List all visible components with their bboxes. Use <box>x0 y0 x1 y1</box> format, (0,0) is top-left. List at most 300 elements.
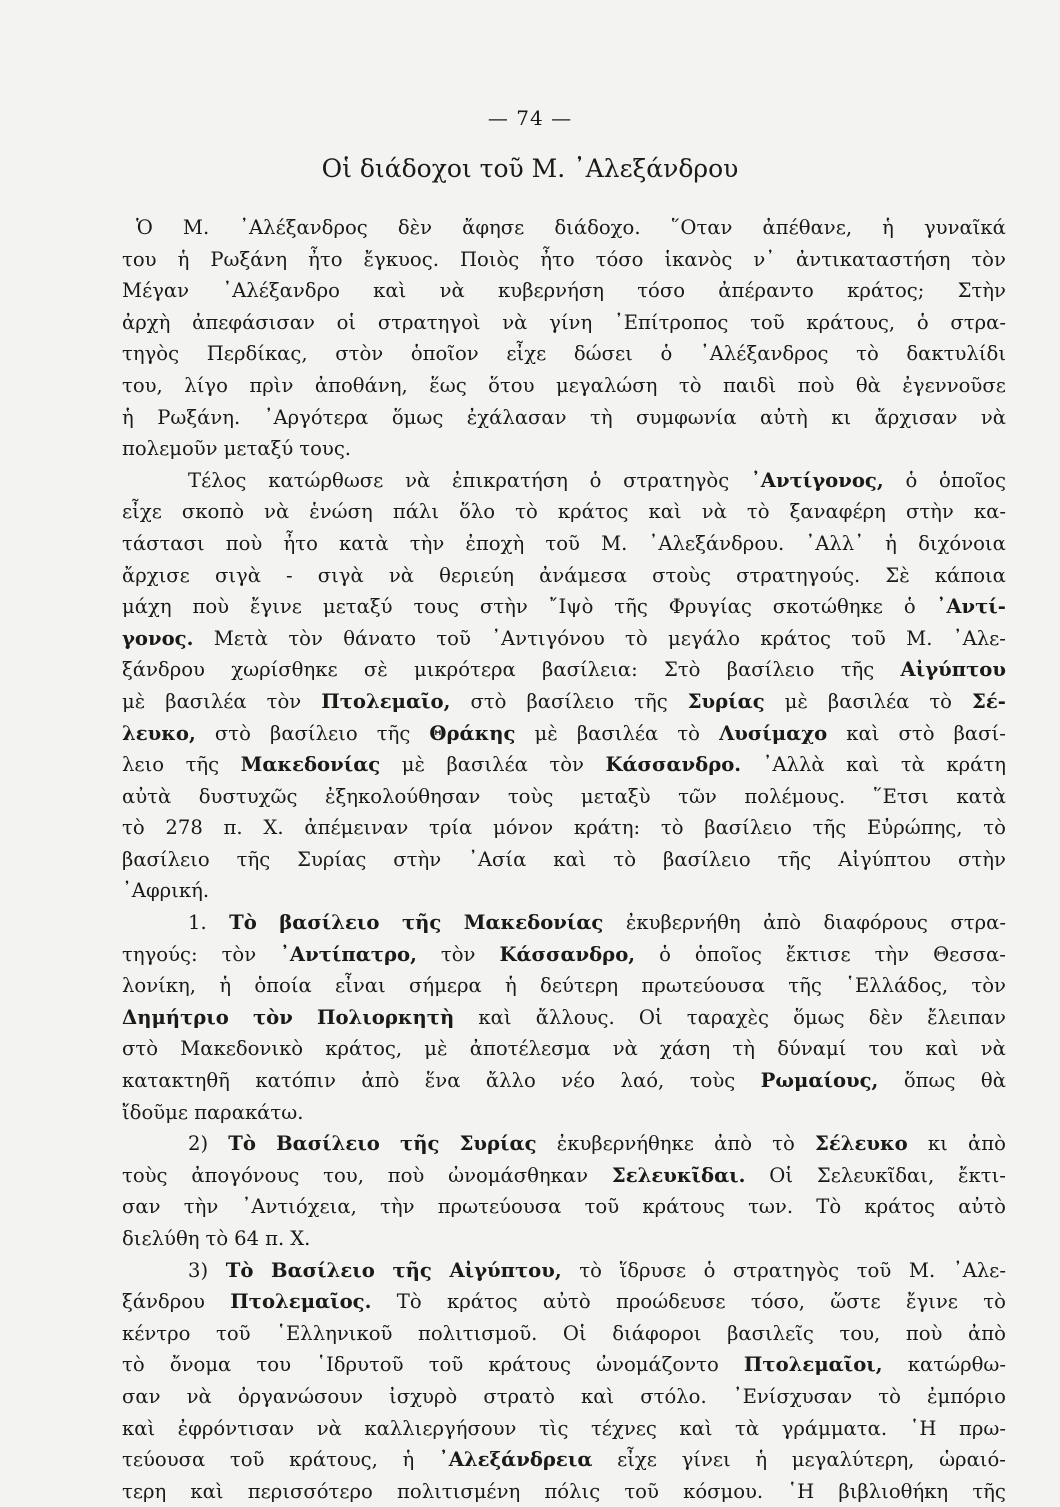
word: δεύτερη <box>540 974 619 998</box>
word: ῎Ιψὸ <box>548 595 594 619</box>
word: διελύθη <box>122 1227 200 1250</box>
text-line <box>122 591 1006 623</box>
bold-word: Σέ- <box>971 689 1006 713</box>
word: κράτος, <box>325 1037 403 1061</box>
word: κατὰ <box>956 784 1006 808</box>
text-line <box>122 1413 1006 1445</box>
word: ὁ <box>916 310 929 334</box>
word: στρατηγὸς <box>733 1258 840 1282</box>
word: τὸν <box>440 942 476 966</box>
word: σιγὰ <box>214 563 261 587</box>
word: ἐχάλασαν <box>466 405 567 429</box>
word: καὶ <box>679 1416 713 1440</box>
word: ἀπὸ <box>967 1132 1006 1156</box>
word: του, <box>122 373 163 397</box>
word: ἐπικρατήση <box>452 468 568 492</box>
word: Ρωξάνη. <box>157 405 241 429</box>
word: νὰ <box>316 1416 342 1440</box>
word: κράτους <box>642 1195 725 1219</box>
bold-word: Πτολεμαῖο, <box>321 689 451 713</box>
bold-word: Αἰγύπτου, <box>449 1258 562 1282</box>
word: τὸν <box>266 689 302 713</box>
word: καὶ <box>478 1005 512 1029</box>
word: μὲ <box>122 689 146 713</box>
word: χάση <box>660 1037 711 1061</box>
word: ν᾿ <box>753 247 776 271</box>
word: τὴν <box>409 531 445 555</box>
word: τὸ <box>122 1353 145 1377</box>
word: ᾿Ασία <box>468 847 527 871</box>
word: Σὲ <box>885 563 910 587</box>
word: πρω- <box>958 1416 1006 1440</box>
word: στοὺς <box>652 563 712 587</box>
text-line <box>122 1286 1006 1318</box>
word: παιδὶ <box>723 373 777 397</box>
word: τοῦ <box>856 1258 892 1282</box>
word: ἀπεφάσισαν <box>192 310 315 334</box>
text-line <box>122 749 1006 781</box>
text-line <box>122 244 1006 276</box>
word: ἰσχυρὸ <box>389 1384 458 1408</box>
word: στρατηγὸς <box>623 468 730 492</box>
word: ᾿Αλέξανδρο <box>222 279 340 303</box>
text-line <box>122 338 1006 370</box>
word: τῆς <box>376 721 411 745</box>
word: - <box>286 563 293 587</box>
word: ῾Η <box>787 1479 815 1503</box>
word: τὴ <box>590 405 613 429</box>
word: εἶχε <box>122 500 162 524</box>
word: στρα- <box>950 310 1006 334</box>
word: ἀποθάνη, <box>314 373 408 397</box>
word: ἄρχισαν <box>874 405 958 429</box>
word: Σελευκῖδαι, <box>816 1163 935 1187</box>
bold-word: Κάσσανδρο, <box>499 942 636 966</box>
bold-word: Μακεδονίας <box>240 753 381 777</box>
word: τοῦ <box>750 310 785 334</box>
word: κατὰ <box>339 531 389 555</box>
word: ποὺ <box>387 1163 425 1187</box>
text-line <box>122 781 1006 813</box>
word: δώσει <box>573 342 633 366</box>
word: Τέλος <box>188 468 247 492</box>
word: στόλο. <box>640 1384 707 1408</box>
word: θὰ <box>855 373 881 397</box>
word: μικρότερα <box>414 658 516 682</box>
body-text <box>122 212 1006 1507</box>
word: ᾿Επίτροπος <box>613 310 729 334</box>
word: ἔγινε <box>249 595 302 619</box>
word: στὸ <box>122 1037 159 1061</box>
bold-word: Θράκης <box>429 721 516 745</box>
text-line <box>122 465 1006 497</box>
word: ἕνα <box>424 1069 461 1093</box>
word: τὸν <box>549 753 584 777</box>
word: ᾿Αλλ᾿ <box>805 531 864 555</box>
text-line <box>122 970 1006 1002</box>
word: τοῦ <box>584 1195 620 1219</box>
word: ἴδοῦμε <box>122 1100 189 1124</box>
word: ἄλλους. <box>535 1005 615 1029</box>
word: τὴν <box>380 1195 415 1219</box>
word: μὲ <box>534 721 558 745</box>
text-line <box>122 1128 1006 1160</box>
word: τοῦ <box>428 1353 464 1377</box>
word: ἔκτι- <box>958 1163 1006 1187</box>
word: στὴν <box>905 500 954 524</box>
word: τόσο <box>595 247 644 271</box>
word: ὠνομάσθηκαν <box>448 1163 589 1187</box>
word: πρωτεύουσα <box>437 1195 562 1219</box>
word: διαφόρους <box>823 911 928 935</box>
word: νὰ <box>388 563 414 587</box>
word: διάφοροι <box>612 1321 702 1345</box>
word: δυστυχῶς <box>198 784 298 808</box>
word: ὁποῖον <box>410 342 479 366</box>
word: 1. <box>188 911 207 935</box>
bold-word: τῆς <box>400 1132 440 1156</box>
word: κατόπιν <box>255 1069 336 1093</box>
word: διχόνοια <box>918 531 1006 555</box>
word: προώδευσε <box>616 1290 726 1314</box>
word: κάποια <box>934 563 1006 587</box>
word: ἦτο <box>283 531 318 555</box>
word: στὸ <box>470 689 507 713</box>
word: ᾿Αλέξανδρος <box>699 342 829 366</box>
word: Ὁ <box>136 216 153 239</box>
bold-word: τῆς <box>401 911 442 935</box>
word: ᾿Αλέξανδρος <box>239 216 368 239</box>
word: ὁ <box>659 942 671 966</box>
word: ποὺ <box>905 1321 943 1345</box>
word: ἐκυβερνήθη <box>625 911 741 935</box>
word: ἀπὸ <box>968 1321 1006 1345</box>
word: ἔκτισε <box>785 942 851 966</box>
word: νὰ <box>612 1037 638 1061</box>
word: ᾿Ενίσχυσαν <box>732 1384 853 1408</box>
word: διάδοχο. <box>554 216 641 239</box>
word: Εὐρώπης, <box>866 816 963 840</box>
word: τὸ <box>660 816 684 840</box>
text-line <box>122 370 1006 402</box>
word: ὁ <box>903 595 916 619</box>
word: μεγαλώση <box>556 373 658 397</box>
bold-word: Σελευκῖδαι. <box>611 1163 746 1187</box>
word: πρὶν <box>249 373 294 397</box>
word: τὸ <box>878 1384 901 1408</box>
word: καὶ <box>581 1384 615 1408</box>
word: τὸ <box>677 721 700 745</box>
word: δακτυλίδι <box>906 342 1006 366</box>
word: τῆς <box>614 595 648 619</box>
word: Μ. <box>906 626 933 650</box>
word: ᾿Αντιγόνου <box>491 626 605 650</box>
word: ἡ <box>755 1448 768 1472</box>
word: 64 <box>234 1227 260 1250</box>
bold-word: Συρίας <box>459 1132 537 1156</box>
word: τὶς <box>538 1416 569 1440</box>
word: κράτος <box>760 626 831 650</box>
text-line <box>122 1002 1006 1034</box>
word: του <box>868 1037 904 1061</box>
text-line <box>122 212 1006 244</box>
word: ἀποτέλεσμα <box>469 1037 591 1061</box>
word: βασιλέα <box>827 689 910 713</box>
word: Μ. <box>601 531 628 555</box>
word: Τὸ <box>816 1195 842 1219</box>
word: τοῦ <box>436 626 471 650</box>
word: ποὺ <box>225 531 263 555</box>
word: τῆς <box>812 816 847 840</box>
word: ἐποχὴ <box>465 531 525 555</box>
word: κράτους, <box>806 310 896 334</box>
word: καὶ <box>846 721 880 745</box>
word: σαν <box>122 1195 161 1219</box>
text-line <box>122 560 1006 592</box>
word: Οἱ <box>638 1005 663 1029</box>
word: τὸ <box>983 816 1006 840</box>
word: τόσο, <box>750 1290 805 1314</box>
word: ὁ <box>905 468 918 492</box>
word: πρωτεύουσα <box>641 974 766 998</box>
word: βασίλειο <box>122 847 210 871</box>
bold-word: Συρίας <box>687 689 765 713</box>
text-line <box>122 496 1006 528</box>
word: ἔγινε <box>905 1290 958 1314</box>
word: ταραχὲς <box>686 1005 769 1029</box>
word: Μέγαν <box>122 279 190 303</box>
word: στρατηγούς. <box>736 563 861 587</box>
word: ἡ <box>219 974 232 998</box>
bold-word: Σέλευκο <box>814 1132 908 1156</box>
word: ἵδρυσε <box>619 1258 686 1282</box>
bold-word: λευκο, <box>122 721 196 745</box>
word: τὸ <box>613 847 637 871</box>
word: ὁποία <box>254 974 312 998</box>
word: δὲν <box>397 216 433 239</box>
word: σκοπὸ <box>181 500 244 524</box>
word: τὸ <box>205 1227 229 1250</box>
word: βασιλέα <box>165 689 247 713</box>
word: Φρυγίας <box>668 595 752 619</box>
text-line <box>122 275 1006 307</box>
word: νὰ <box>186 1384 212 1408</box>
word: Στὸ <box>663 658 701 682</box>
bold-word: βασίλειο <box>279 911 380 935</box>
word: ᾿Αφρική. <box>122 879 210 903</box>
word: ἀντικαταστήση <box>796 247 951 271</box>
word: μεγάλο <box>668 626 741 650</box>
word: τὴν <box>874 942 910 966</box>
word: ἐξηκολούθησαν <box>324 784 481 808</box>
word: ἡ <box>882 216 894 239</box>
word: σαν <box>122 1384 161 1408</box>
word: ἡ <box>177 247 190 271</box>
word: Οἱ <box>769 1163 794 1187</box>
word: στρατηγοὶ <box>377 310 481 334</box>
word: τοὺς <box>122 1163 168 1187</box>
word: ἔγκυος. <box>363 247 439 271</box>
word: ἄφησε <box>462 216 525 239</box>
word: καὶ <box>925 1037 959 1061</box>
word: ἀπογόνους <box>191 1163 300 1187</box>
word: του, <box>323 1163 364 1187</box>
word: νέο <box>561 1069 596 1093</box>
word: ῞Ετσι <box>872 784 929 808</box>
word: ἀπέθανε, <box>762 216 853 239</box>
word: ῾Ελληνικοῦ <box>276 1321 393 1345</box>
word: τηγὸς <box>122 342 180 366</box>
text-line <box>122 1033 1006 1065</box>
word: πολεμοῦν <box>122 437 218 461</box>
bold-word: Λυσίμαχο <box>719 721 828 745</box>
text-line <box>122 433 1006 465</box>
word: τοὺς <box>689 1069 736 1093</box>
word: τῆς <box>788 974 822 998</box>
word: ᾿Αλε- <box>952 1258 1006 1282</box>
word: ξάνδρου <box>122 1290 205 1314</box>
word: στὸ <box>898 721 935 745</box>
word: κέντρο <box>122 1321 191 1345</box>
word: βιβλιοθήκη <box>838 1479 949 1503</box>
word: ὁποῖος <box>694 942 762 966</box>
word: νὰ <box>439 279 465 303</box>
word: του, <box>839 1321 881 1345</box>
word: καλλιεργήσουν <box>364 1416 517 1440</box>
word: αὐτὰ <box>122 784 172 808</box>
bold-word: Βασίλειο <box>276 1132 380 1156</box>
word: στρα- <box>950 911 1006 935</box>
word: γίνει <box>681 1448 731 1472</box>
word: ξάνδρου <box>122 658 205 682</box>
word: Ποιὸς <box>459 247 520 271</box>
word: Συρίας <box>297 847 367 871</box>
word: ῾Η <box>909 1416 937 1440</box>
word: βασίλειο <box>704 816 792 840</box>
text-line <box>122 939 1006 971</box>
word: ἀπὸ <box>714 1132 753 1156</box>
word: ὁ <box>660 342 673 366</box>
text-line <box>122 1223 1006 1255</box>
word: ἀπὸ <box>361 1069 400 1093</box>
bold-word: Τὸ <box>225 1258 254 1282</box>
text-line <box>122 1097 1006 1129</box>
word: κράτος <box>446 1290 518 1314</box>
word: ἑνώση <box>309 500 373 524</box>
bold-word: Πτολεμαῖος. <box>230 1290 372 1314</box>
word: π. <box>265 1227 285 1250</box>
word: καὶ <box>648 500 682 524</box>
word: ἀπέμειναν <box>304 816 409 840</box>
word: ἦτο <box>308 247 343 271</box>
word: γράμματα. <box>781 1416 888 1440</box>
word: κράτος <box>557 500 629 524</box>
word: κράτος; <box>847 279 925 303</box>
word: ἐφρόντισαν <box>177 1416 295 1440</box>
word: καὶ <box>373 279 407 303</box>
word: κατακτηθῆ <box>122 1069 230 1093</box>
word: τοῦ <box>545 531 580 555</box>
word: νὰ <box>701 500 727 524</box>
word: θάνατο <box>343 626 417 650</box>
word: ξαναφέρη <box>789 500 886 524</box>
word: καὶ <box>190 1479 224 1503</box>
word: χωρίσθηκε <box>231 658 338 682</box>
word: ἐκυβερνήθηκε <box>556 1132 694 1156</box>
word: ὁποῖος <box>939 468 1006 492</box>
text-line <box>122 623 1006 655</box>
word: κατώρθωσε <box>268 468 384 492</box>
word: ἄλλο <box>485 1069 536 1093</box>
bold-word: Πτολεμαῖοι, <box>743 1353 883 1377</box>
word: βασίλειο <box>663 847 751 871</box>
word: πολιτισμένη <box>397 1479 521 1503</box>
text-line <box>122 907 1006 939</box>
bold-word: Πολιορκητὴ <box>316 1005 455 1029</box>
word: λαό, <box>620 1069 665 1093</box>
word: κατώρθω- <box>907 1353 1006 1377</box>
text-line <box>122 1444 1006 1476</box>
word: ὠνομάζοντο <box>596 1353 719 1377</box>
word: αὐτὸ <box>958 1195 1006 1219</box>
word: καὶ <box>846 753 880 777</box>
word: βασιλέα <box>446 753 528 777</box>
word: τὸ <box>678 373 702 397</box>
word: Χ. <box>290 1227 311 1250</box>
word: τῆς <box>840 658 875 682</box>
word: νὰ <box>502 310 528 334</box>
word: Οἱ <box>562 1321 587 1345</box>
word: στὴν <box>479 595 528 619</box>
word: εἶναι <box>335 974 386 998</box>
word: σήμερα <box>408 974 482 998</box>
word: τὸν <box>971 974 1006 998</box>
word: τὸ <box>515 500 538 524</box>
word: κράτη <box>946 753 1006 777</box>
word: Περδίκας, <box>206 342 308 366</box>
word: τὸ <box>929 689 952 713</box>
text-line <box>122 844 1006 876</box>
word: ἄρχισε <box>122 563 190 587</box>
word: ῾Ελλάδος, <box>845 974 949 998</box>
word: γίνη <box>549 310 593 334</box>
word: κα- <box>973 500 1006 524</box>
word: 278 <box>165 816 203 840</box>
word: καὶ <box>553 847 587 871</box>
word: ἕως <box>429 373 467 397</box>
word: τὸν <box>971 247 1006 271</box>
word: τὴν <box>183 1195 219 1219</box>
word: εἶχε <box>506 342 547 366</box>
bold-word: Βασίλειο <box>271 1258 375 1282</box>
word: κράτος <box>864 1195 935 1219</box>
word: ὀργανώσουν <box>237 1384 363 1408</box>
word: τόσο <box>637 279 686 303</box>
text-line <box>122 686 1006 718</box>
word: ὁ <box>589 468 602 492</box>
word: τοῦ <box>624 1479 659 1503</box>
word: νὰ <box>980 405 1006 429</box>
bold-word: Ρωμαίους, <box>760 1069 879 1093</box>
word: ἡ <box>885 531 897 555</box>
word: τὴ <box>732 1037 756 1061</box>
word: 3) <box>188 1258 209 1282</box>
word: συμφωνία <box>636 405 737 429</box>
word: νὰ <box>405 468 431 492</box>
word: κι <box>927 1132 948 1156</box>
word: μόνον <box>493 816 554 840</box>
word: τους. <box>299 437 352 461</box>
